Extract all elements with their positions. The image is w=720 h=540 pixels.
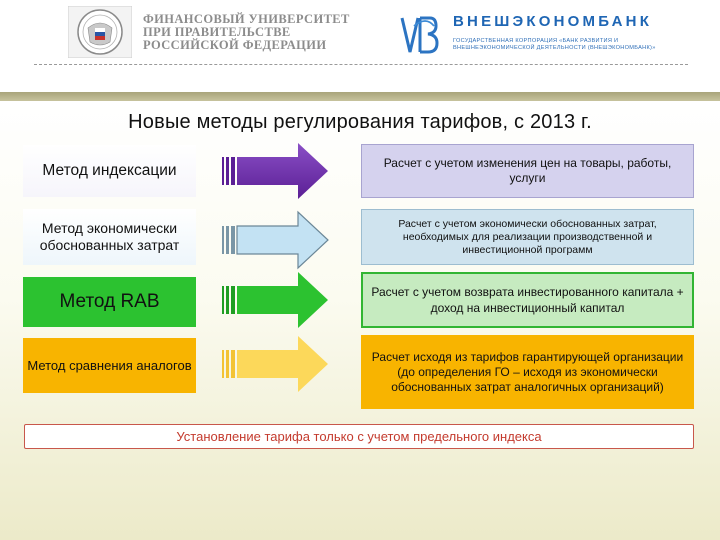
university-line-3: РОССИЙСКОЙ ФЕДЕРАЦИИ [143, 38, 327, 52]
university-line-1: ФИНАНСОВЫЙ УНИВЕРСИТЕТ [143, 12, 350, 26]
arrow-right-icon [222, 140, 330, 202]
accent-bar [0, 92, 720, 101]
method-economic-costs: Метод экономически обоснованных затрат [23, 209, 196, 265]
arrow-right-icon [222, 209, 330, 271]
result-rab: Расчет с учетом возврата инвестированного капитала + доход на инвестиционный капитал [361, 272, 694, 328]
result-economic-costs: Расчет с учетом экономически обоснованных затрат, необходимых для реализации производственной и инвестиционной программ [361, 209, 694, 265]
university-seal-icon [68, 6, 132, 58]
result-indexation: Расчет с учетом изменения цен на товары, работы, услуги [361, 144, 694, 198]
arrow-right-icon [222, 333, 330, 395]
bank-subtitle: ГОСУДАРСТВЕННАЯ КОРПОРАЦИЯ «БАНК РАЗВИТИЯ И ВНЕШНЕЭКОНОМИЧЕСКОЙ ДЕЯТЕЛЬНОСТИ (ВНЕШЭКОНОМБАНК)» [453, 38, 656, 51]
header [0, 0, 720, 64]
header-divider [34, 64, 688, 65]
university-name [143, 12, 350, 52]
university-line-2: ПРИ ПРАВИТЕЛЬСТВЕ [143, 25, 291, 39]
veb-logo-icon [396, 12, 442, 58]
method-indexation: Метод индексации [23, 145, 196, 197]
result-analogs: Расчет исходя из тарифов гарантирующей организации (до определения ГО – исходя из экономически обоснованных затрат аналогичных организаций) [361, 335, 694, 409]
arrow-right-icon [222, 269, 330, 331]
limit-index-note: Установление тарифа только с учетом предельного индекса [24, 424, 694, 449]
method-analogs: Метод сравнения аналогов [23, 338, 196, 393]
slide-title: Новые методы регулирования тарифов, с 2013 г. [128, 111, 592, 133]
method-rab: Метод RAB [23, 277, 196, 327]
bank-name: ВНЕШЭКОНОМБАНК [453, 13, 653, 30]
